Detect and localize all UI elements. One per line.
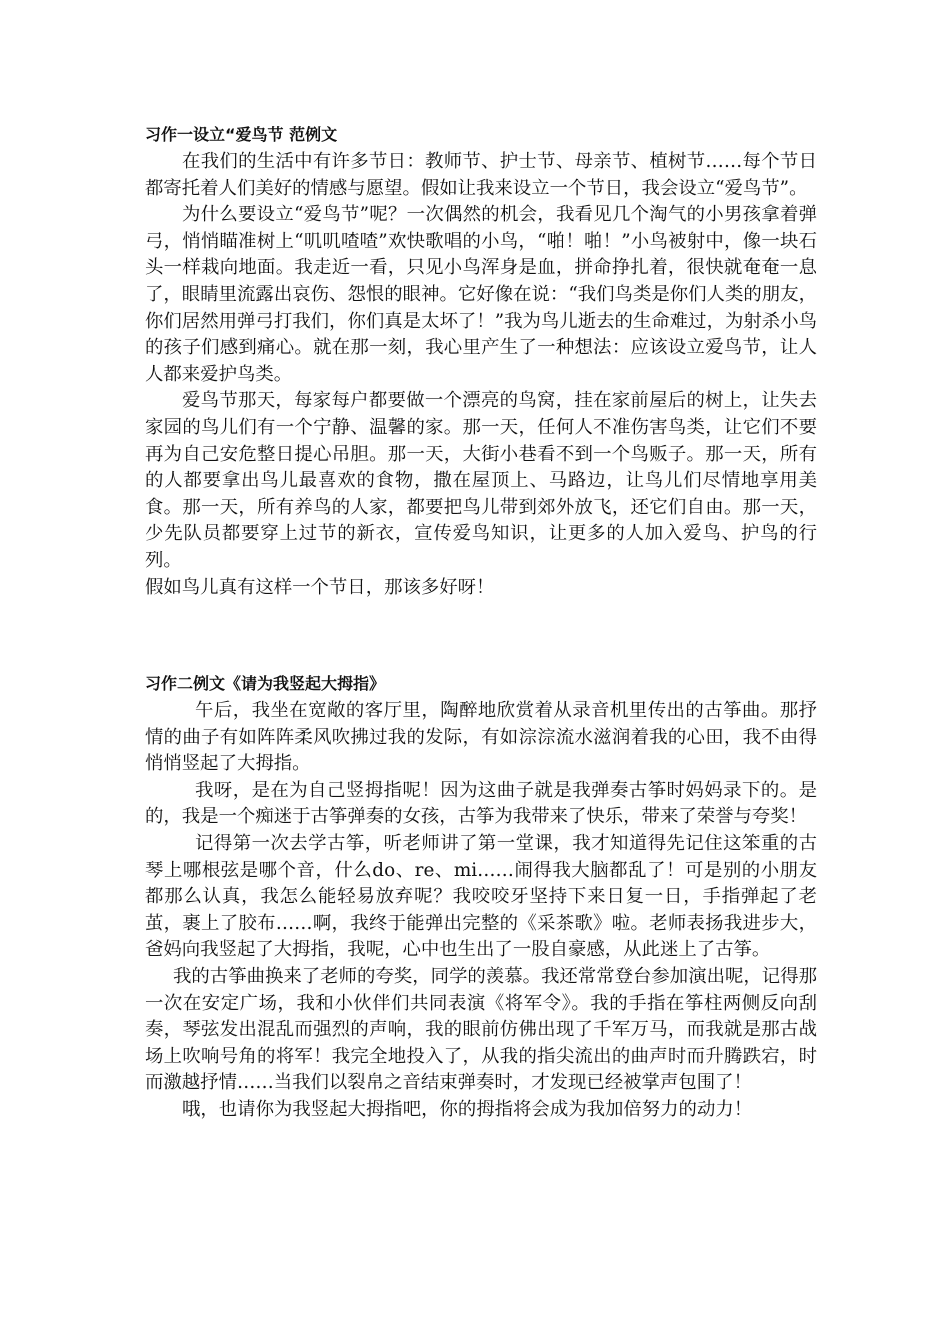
essay-paragraph: 记得第一次去学古筝，听老师讲了第一堂课，我才知道得先记住这笨重的古琴上哪根弦是哪个音，什么do、re、mi……闹得我大脑都乱了！可是别的小朋友都那么认真，我怎么能轻易放弃呢？我咬咬牙坚持下来日复一日，手指弹起了老茧，裹上了胶布……啊，我终于能弹出完整的《采茶歌》啦。老师表扬我进步大，爸妈向我竖起了大拇指，我呢，心中也生出了一股自豪感，从此迷上了古筝。	[145, 832, 817, 961]
essay-paragraph: 我呀，是在为自己竖拇指呢！因为这曲子就是我弹奏古筝时妈妈录下的。是的，我是一个痴迷于古筝弹奏的女孩，古筝为我带来了快乐，带来了荣誉与夸奖！	[145, 779, 817, 828]
essay-title: 习作一设立“爱鸟节 范例文	[145, 125, 338, 144]
essay-paragraph: 假如鸟儿真有这样一个节日，那该多好呀！	[145, 576, 495, 598]
essay-damuzhi	[145, 670, 817, 1124]
essay-paragraph: 为什么要设立“爱鸟节”呢？一次偶然的机会，我看见几个淘气的小男孩拿着弹弓，悄悄瞄准树上“叽叽喳喳”欢快歌唱的小鸟，“啪！啪！”小鸟被射中，像一块石头一样栽向地面。我走近一看，只见小鸟浑身是血，拼命挣扎着，很快就奄奄一息了，眼睛里流露出哀伤、怨恨的眼神。它好像在说：“我们鸟类是你们人类的朋友，你们居然用弹弓打我们，你们真是太坏了！”我为鸟儿逝去的生命难过，为射杀小鸟的孩子们感到痛心。就在那一刻，我心里产生了一种想法：应该设立爱鸟节，让人人都来爱护鸟类。	[145, 204, 817, 385]
essay-title: 习作二例文《请为我竖起大拇指》	[145, 674, 386, 693]
essay-paragraph: 午后，我坐在宽敞的客厅里，陶醉地欣赏着从录音机里传出的古筝曲。那抒情的曲子有如阵阵柔风吹拂过我的发际，有如淙淙流水滋润着我的心田，我不由得悄悄竖起了大拇指。	[145, 700, 817, 775]
essay-paragraph: 爱鸟节那天，每家每户都要做一个漂亮的鸟窝，挂在家前屋后的树上，让失去家园的鸟儿们有一个宁静、温馨的家。那一天，任何人不准伤害鸟类，让它们不要再为自己安危整日提心吊胆。那一天，大街小巷看不到一个鸟贩子。那一天，所有的人都要拿出鸟儿最喜欢的食物，撒在屋顶上、马路边，让鸟儿们尽情地享用美食。那一天，所有养鸟的人家，都要把鸟儿带到郊外放飞，还它们自由。那一天，少先队员都要穿上过节的新衣，宣传爱鸟知识，让更多的人加入爱鸟、护鸟的行列。	[145, 390, 817, 571]
essay-ainiaojie	[145, 121, 817, 601]
essay-paragraph: 哦，也请你为我竖起大拇指吧，你的拇指将会成为我加倍努力的动力！	[182, 1098, 753, 1120]
essay-paragraph: 在我们的生活中有许多节日：教师节、护士节、母亲节、植树节……每个节日都寄托着人们美好的情感与愿望。假如让我来设立一个节日，我会设立“爱鸟节”。	[145, 151, 817, 199]
essay-paragraph: 我的古筝曲换来了老师的夸奖，同学的羡慕。我还常常登台参加演出呢，记得那一次在安定广场，我和小伙伴们共同表演《将军令》。我的手指在筝柱两侧反向刮奏，琴弦发出混乱而强烈的声响，我的眼前仿佛出现了千军万马，而我就是那古战场上吹响号角的将军！我完全地投入了，从我的指尖流出的曲声时而升腾跌宕，时而激越抒情……当我们以裂帛之音结束弹奏时，才发现已经被掌声包围了！	[145, 965, 817, 1094]
